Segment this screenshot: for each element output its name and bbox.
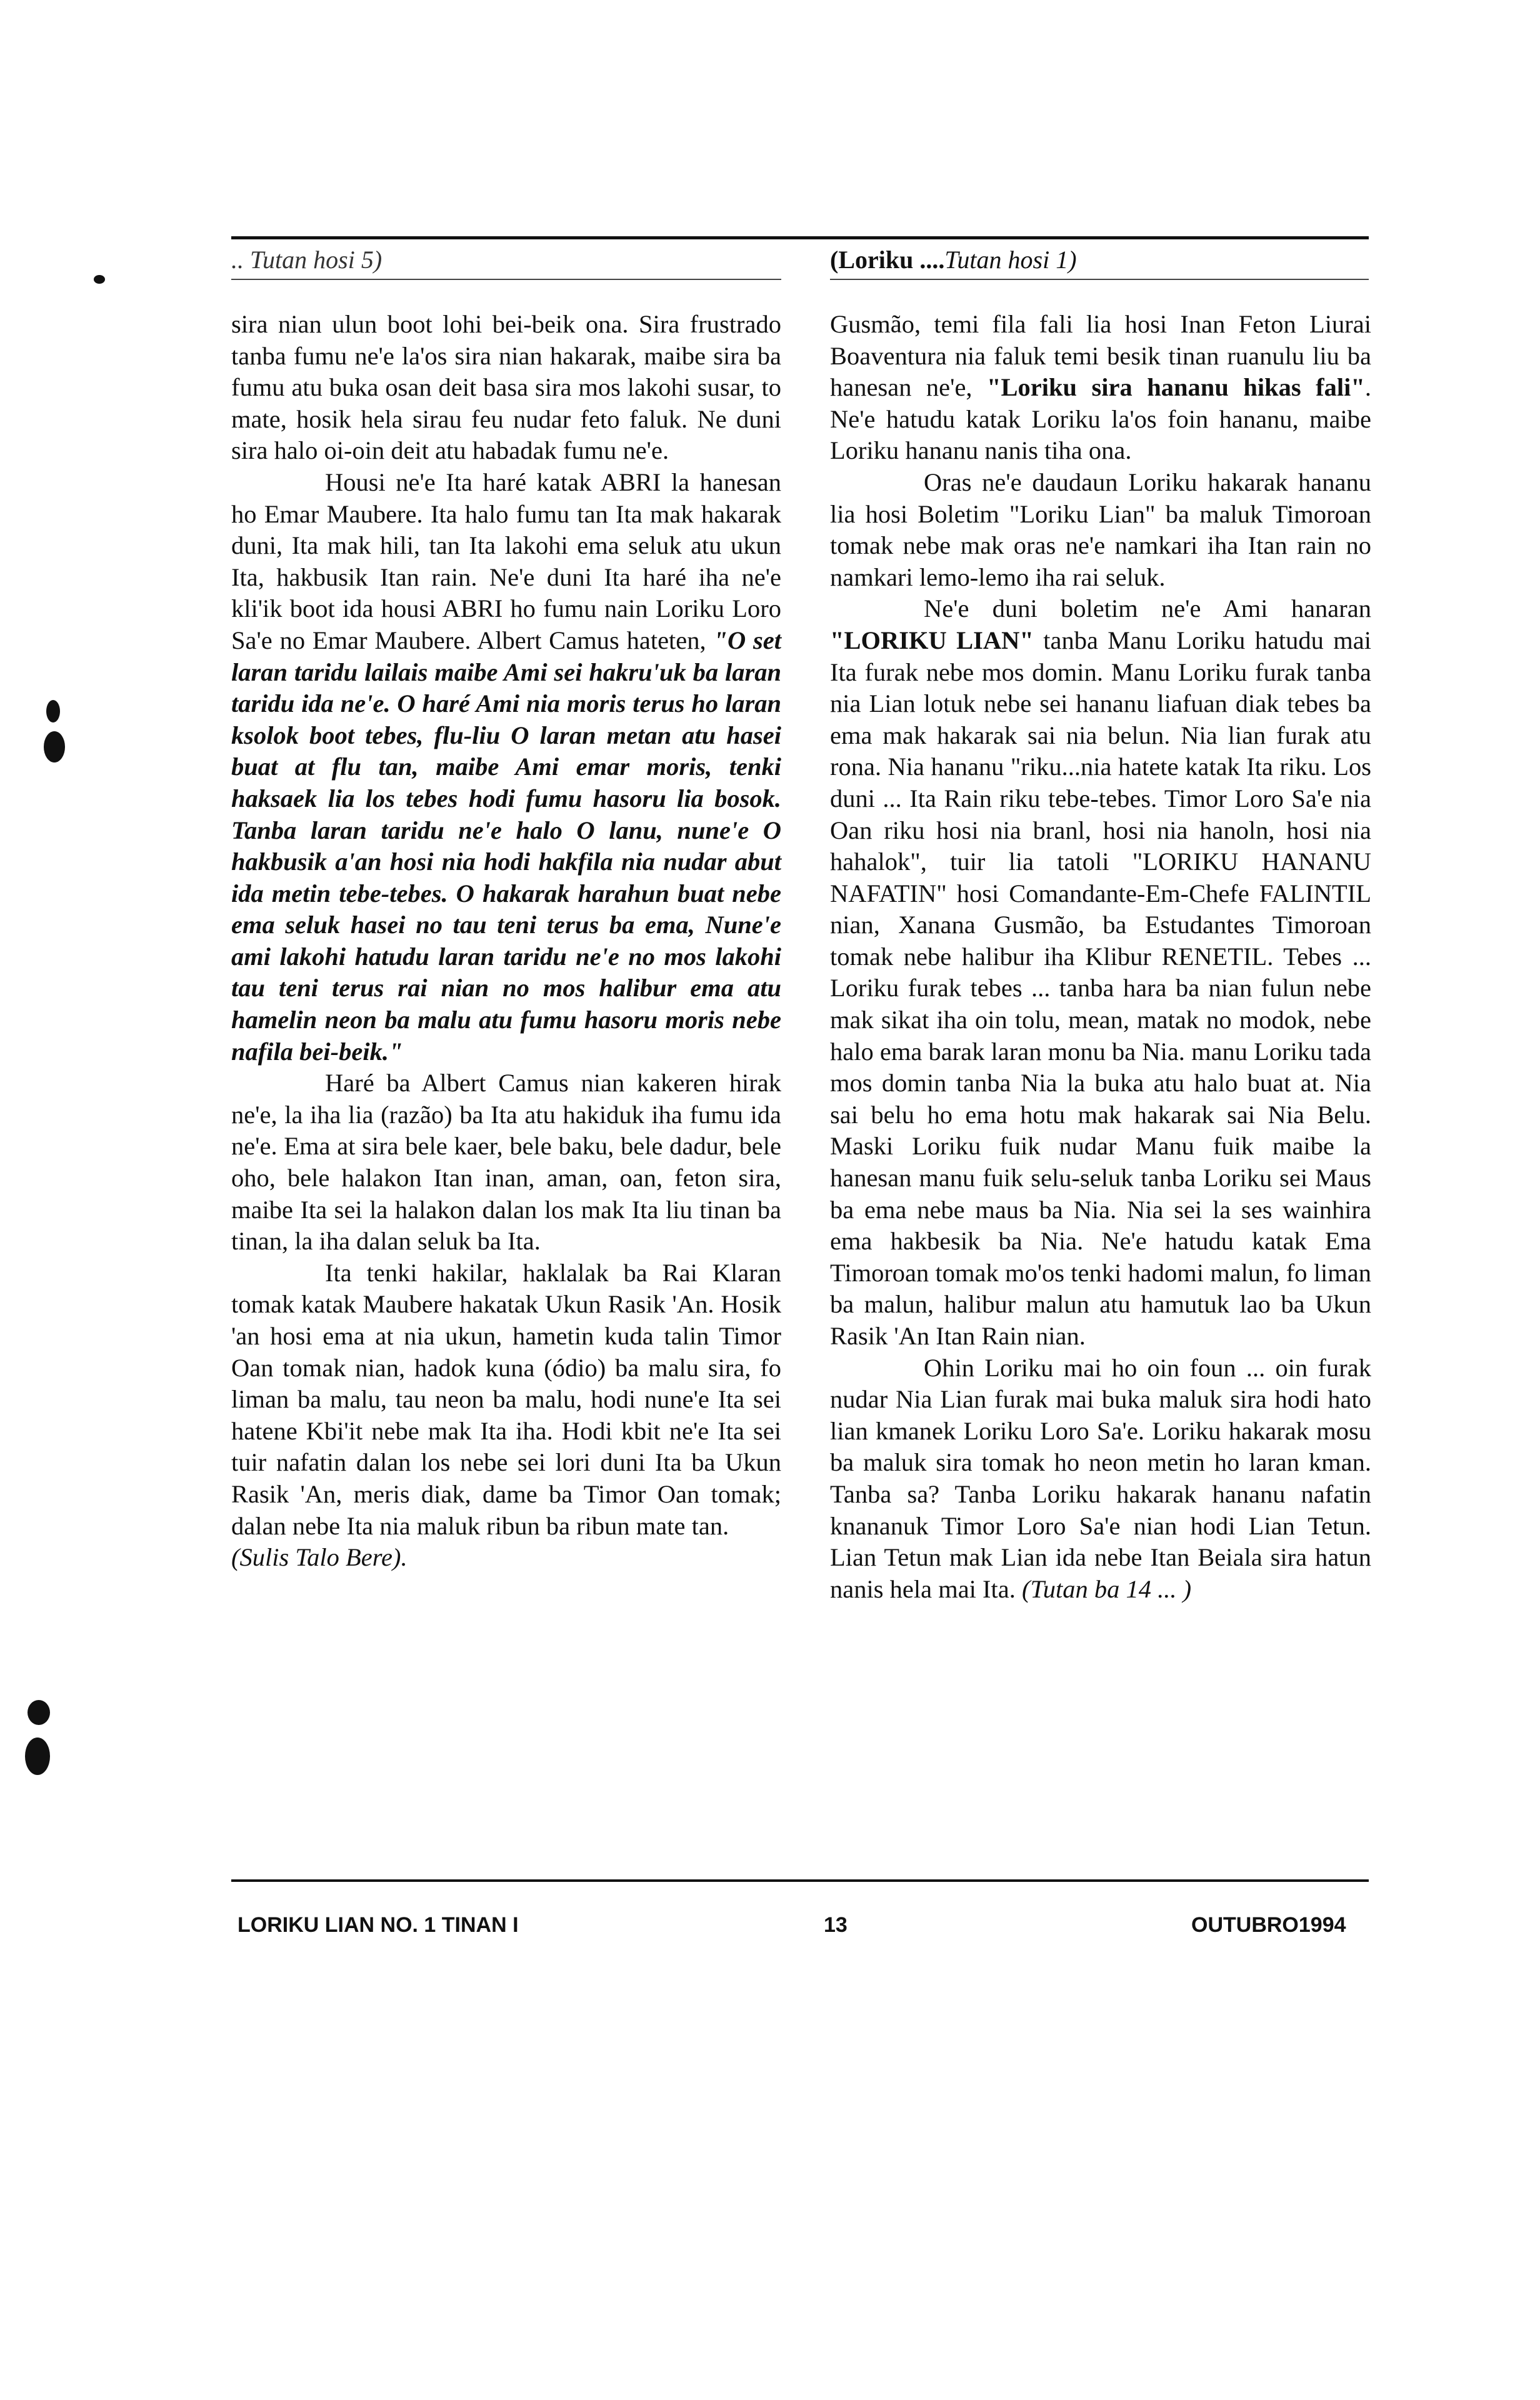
signature: (Sulis Talo Bere). [231, 1543, 408, 1572]
right-header-prefix: (Loriku .... [830, 246, 945, 274]
binder-hole-mark [28, 1700, 50, 1725]
paragraph: Haré ba Albert Camus nian kakeren hirak ne'e, la iha lia (razão) ba Ita atu hakiduk iha fumu ida ne'e. Ema at sira bele kaer, bele baku, bele dadur, bele oho, bele halakon Itan inan, aman, oan, feton sira, maibe Ita sei la halakon dalan los mak Ita liu tinan ba tinan, la iha dalan seluk ba Ita. [231, 1069, 781, 1256]
binder-hole-mark [25, 1738, 50, 1775]
page-number: 13 [824, 1913, 848, 1937]
paragraph-text: Ne'e duni boletim ne'e Ami hanaran [924, 594, 1371, 623]
paragraph-text: Gusmão, temi fila fali lia hosi Inan Feton Liurai Boaventura nia faluk temi besik tinan ruanulu liu ba hanesan ne'e, [830, 310, 1371, 402]
paragraph: Oras ne'e daudaun Loriku hakarak hananu lia hosi Boletim "Loriku Lian" ba maluk Timoroan tomak nebe mak oras ne'e namkari iha Itan rain no namkari lemo-lemo iha rai seluk. [830, 468, 1371, 591]
binder-hole-mark [44, 731, 65, 762]
paragraph-text: . Ne'e hatudu katak Loriku la'os foin hananu, maibe Loriku hananu nanis tiha ona. [830, 373, 1371, 465]
left-column [231, 309, 781, 1574]
paragraph [830, 593, 1371, 1352]
paragraph [830, 1352, 1371, 1606]
paragraph-text: Ohin Loriku mai ho oin foun ... oin furak nudar Nia Lian furak mai buka maluk sira hodi hato lian kmanek Loriku Loro Sa'e. Loriku hakarak mosu ba maluk sira tomak ho neon metin ho laran kman. Tanba sa? Tanba Loriku hakarak hananu nafatin knananuk Timor Loro Sa'e nian hodi Lian Tetun. Lian Tetun mak Lian ida nebe Itan Beiala sira hatun nanis hela mai Ita. [830, 1353, 1371, 1603]
header-rule [231, 236, 1369, 239]
camus-quote: "O set laran taridu lailais maibe Ami sei hakru'uk ba laran taridu ida ne'e. O haré Ami nia moris terus ho laran ksolok boot tebes, flu-liu O laran metan atu hasei buat at flu tan, maibe Ami emar moris, tenki haksaek lia los tebes hodi fumu hasoru lia bosok. Tanba laran taridu ne'e halo O lanu, nune'e O hakbusik a'an hosi nia hodi hakfila nia nudar abut ida metin tebe-tebes. O hakarak harahun buat nebe ema seluk hasei no tau teni terus ba ema, Nune'e ami lakohi hatudu laran taridu ne'e no mos lakohi tau teni terus rai nian no mos halibur ema atu hamelin neon ba malu atu fumu hasoru moris nebe nafila bei-beik." [231, 626, 781, 1066]
footer-rule [231, 1879, 1369, 1882]
paragraph: Ita tenki hakilar, haklalak ba Rai Klaran tomak katak Maubere hakatak Ukun Rasik 'An. Hosik 'an hosi ema at nia ukun, hametin kuda talin Timor Oan tomak nian, hadok kuna (ódio) ba malu sira, fo liman ba malu, tau neon ba malu, hodi nune'e Ita sei hatene Kbi'it nebe mak Ita iha. Hodi kbit ne'e Ita sei tuir nafatin dalan los nebe sei lori duni Ita ba Ukun Rasik 'An, meris diak, dame ba Timor Oan tomak; dalan nebe Ita nia maluk ribun ba ribun mate tan. [231, 1258, 781, 1540]
paragraph-text: tanba Manu Loriku hatudu mai Ita furak nebe mos domin. Manu Loriku furak tanba nia Lian lotuk nebe sei hananu liafuan diak tebes ba ema mak hakarak sai nia belun. Nia lian furak atu rona. Nia hananu "riku...nia hatete katak Ita riku. Los duni ... Ita Rain riku tebe-tebes. Timor Loro Sa'e nia Oan riku hosi nia branl, hosi nia hanoln, hosi nia hahalok", tuir lia tatoli "LORIKU HANANU NAFATIN" hosi Comandante-Em-Chefe FALINTIL nian, Xanana Gusmão, ba Estudantes Timoroan tomak nebe halibur iha Klibur RENETIL. Tebes ... Loriku furak tebes ... tanba hara ba nian fulun nebe mak sikat iha oin tolu, mean, matak no modok, nebe halo ema barak laran monu ba Nia. manu Loriku tada mos domin tanba Nia la buka atu halo buat at. Nia sai belu ho ema hotu mak hakarak sai Nia Belu. Maski Loriku fuik nudar Manu fuik maibe la hanesan manu fuik selu-seluk tanba Loriku sei Maus ba ema nebe maus ba Nia. Nia sei la ses wainhira ema hakbesik ba Nia. Ne'e hatudu katak Ema Timoroan tomak mo'os tenki hadomi malun, fo liman ba malun, halibur malun atu hamutuk lao ba Ukun Rasik 'An Itan Rain nian. [830, 626, 1372, 1350]
paragraph [830, 309, 1371, 467]
right-column-rule [830, 279, 1369, 280]
left-continuation-header: .. Tutan hosi 5) [231, 246, 382, 274]
continuation-note: (Tutan ba 14 ... ) [1022, 1574, 1192, 1603]
bold-title: "LORIKU LIAN" [830, 626, 1034, 654]
binder-hole-mark [46, 700, 60, 722]
left-column-rule [231, 279, 781, 280]
bold-quote: "Loriku sira hananu hikas fali" [987, 373, 1365, 402]
publication-date: OUTUBRO1994 [1191, 1913, 1346, 1937]
right-header-suffix: Tutan hosi 1) [944, 246, 1077, 274]
right-column [830, 309, 1371, 1605]
publication-title: LORIKU LIAN NO. 1 TINAN I [238, 1913, 519, 1937]
paragraph: sira nian ulun boot lohi bei-beik ona. Sira frustrado tanba fumu ne'e la'os sira nian hakarak, maibe sira ba fumu atu buka osan deit basa sira mos lakohi susar, to mate, hosik hela sirau feu nudar feto faluk. Ne duni sira halo oi-oin deit atu habadak fumu ne'e. [231, 310, 781, 465]
paragraph [231, 467, 781, 1068]
paragraph-text: Housi ne'e Ita haré katak ABRI la hanesan ho Emar Maubere. Ita halo fumu tan Ita mak hakarak duni, Ita mak hili, tan Ita lakohi ema seluk atu ukun Ita, hakbusik Itan rain. Ne'e duni Ita haré iha ne'e kli'ik boot ida housi ABRI ho fumu nain Loriku Loro Sa'e no Emar Maubere. Albert Camus hateten, [231, 468, 781, 654]
speck-mark [94, 275, 105, 284]
right-continuation-header [830, 245, 1077, 275]
